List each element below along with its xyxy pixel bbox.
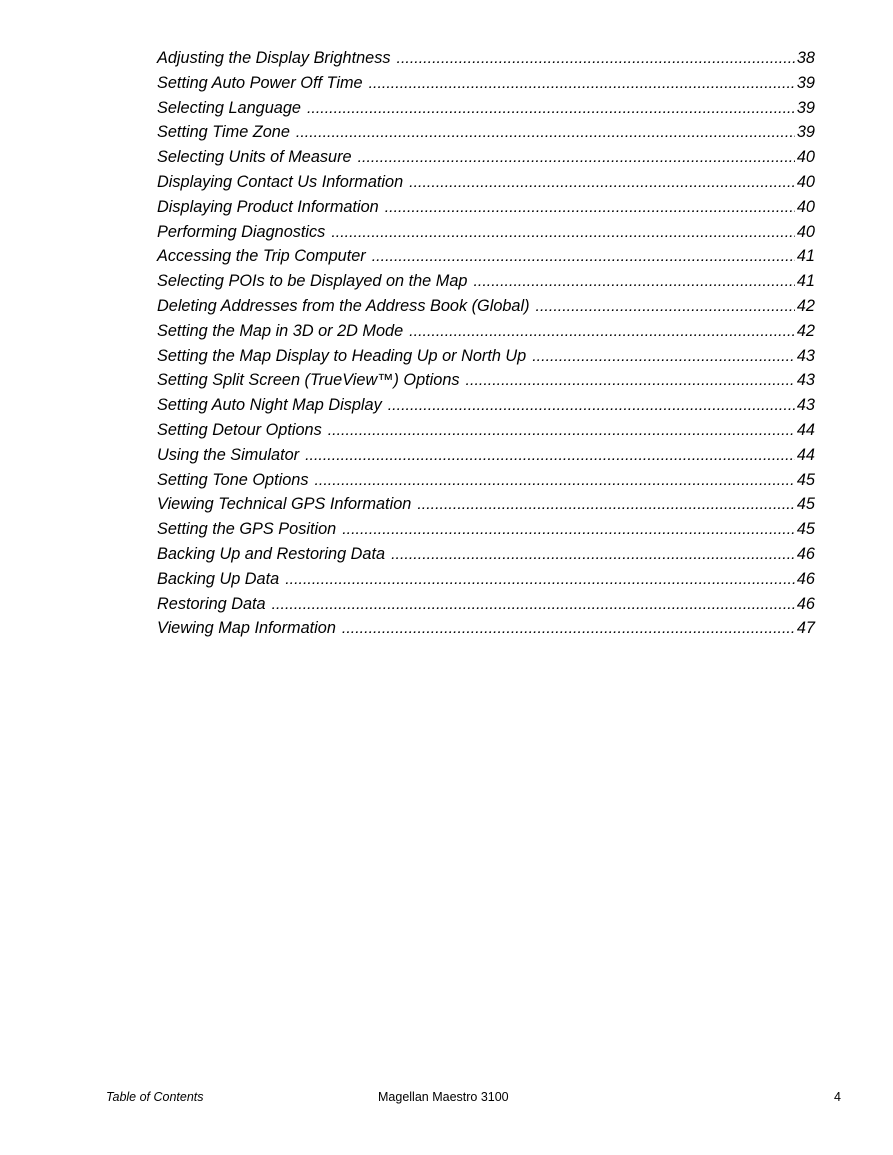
toc-entry[interactable] <box>157 368 815 393</box>
toc-entry-title: Setting Auto Power Off Time <box>157 73 363 92</box>
toc-entry-page: 41 <box>796 272 815 291</box>
toc-entry[interactable] <box>157 319 815 344</box>
toc-entry-title: Viewing Technical GPS Information <box>157 495 412 514</box>
toc-entry[interactable] <box>157 592 815 617</box>
toc-dot-leader <box>409 320 795 345</box>
toc-entry-title: Deleting Addresses from the Address Book (Global) <box>157 296 530 315</box>
toc-entry[interactable] <box>157 443 815 468</box>
toc-entry-page: 44 <box>796 445 815 464</box>
toc-entry-page: 38 <box>796 49 815 67</box>
toc-entry-page: 40 <box>796 222 815 241</box>
toc-entry-page: 44 <box>796 420 815 439</box>
toc-entry[interactable] <box>157 616 815 641</box>
toc-entry-title: Displaying Contact Us Information <box>157 172 404 191</box>
toc-entry-page: 47 <box>796 619 815 638</box>
toc-entry-title: Adjusting the Display Brightness <box>157 49 391 67</box>
toc-entry-title: Setting the Map in 3D or 2D Mode <box>157 321 404 340</box>
toc-entry-title: Setting Split Screen (TrueView™) Options <box>157 371 460 390</box>
toc-entry-page: 45 <box>796 470 815 489</box>
toc-entry-title: Setting Tone Options <box>157 470 309 489</box>
toc-entry[interactable] <box>157 492 815 517</box>
footer-section-title: Table of Contents <box>106 1090 204 1104</box>
toc-dot-leader <box>372 245 795 270</box>
toc-entry[interactable] <box>157 344 815 369</box>
toc-entry-title: Displaying Product Information <box>157 197 379 216</box>
toc-entry-title: Restoring Data <box>157 594 266 613</box>
toc-dot-leader <box>358 146 795 171</box>
toc-dot-leader <box>385 196 795 221</box>
table-of-contents <box>157 46 815 641</box>
toc-entry[interactable] <box>157 120 815 145</box>
toc-entry-page: 39 <box>796 73 815 92</box>
toc-entry-page: 45 <box>796 495 815 514</box>
toc-entry-title: Performing Diagnostics <box>157 222 326 241</box>
toc-entry-title: Setting Detour Options <box>157 420 322 439</box>
toc-dot-leader <box>388 394 795 419</box>
toc-entry-page: 41 <box>796 247 815 266</box>
toc-entry[interactable] <box>157 46 815 71</box>
toc-entry-page: 42 <box>796 321 815 340</box>
toc-dot-leader <box>305 444 795 469</box>
toc-entry-title: Setting the GPS Position <box>157 520 337 539</box>
toc-entry-page: 46 <box>796 569 815 588</box>
toc-entry[interactable] <box>157 71 815 96</box>
toc-dot-leader <box>331 221 795 246</box>
toc-dot-leader <box>532 345 795 370</box>
toc-entry[interactable] <box>157 220 815 245</box>
toc-entry[interactable] <box>157 145 815 170</box>
toc-entry-page: 43 <box>796 346 815 365</box>
toc-entry[interactable] <box>157 269 815 294</box>
toc-entry-title: Setting the Map Display to Heading Up or North Up <box>157 346 527 365</box>
toc-entry-title: Selecting Units of Measure <box>157 148 352 167</box>
toc-entry[interactable] <box>157 393 815 418</box>
footer-product-name: Magellan Maestro 3100 <box>378 1090 509 1104</box>
toc-entry-title: Viewing Map Information <box>157 619 336 638</box>
toc-dot-leader <box>369 72 795 97</box>
toc-entry-page: 40 <box>796 148 815 167</box>
toc-entry[interactable] <box>157 517 815 542</box>
toc-dot-leader <box>342 518 795 543</box>
toc-entry-page: 46 <box>796 544 815 563</box>
toc-dot-leader <box>314 469 794 494</box>
toc-dot-leader <box>391 543 795 568</box>
toc-entry-title: Using the Simulator <box>157 445 300 464</box>
toc-entry-page: 42 <box>796 296 815 315</box>
toc-entry[interactable] <box>157 170 815 195</box>
toc-entry[interactable] <box>157 542 815 567</box>
toc-entry-title: Accessing the Trip Computer <box>157 247 366 266</box>
toc-dot-leader <box>397 47 795 72</box>
toc-entry-page: 43 <box>796 371 815 390</box>
toc-entry[interactable] <box>157 244 815 269</box>
toc-entry-page: 45 <box>796 520 815 539</box>
toc-dot-leader <box>296 121 795 146</box>
toc-dot-leader <box>285 568 795 593</box>
toc-dot-leader <box>342 617 795 642</box>
toc-entry[interactable] <box>157 195 815 220</box>
toc-dot-leader <box>417 493 795 518</box>
toc-entry-page: 46 <box>796 594 815 613</box>
toc-dot-leader <box>536 295 795 320</box>
footer-page-number: 4 <box>834 1090 841 1104</box>
toc-entry-title: Backing Up and Restoring Data <box>157 544 386 563</box>
toc-dot-leader <box>409 171 795 196</box>
toc-entry-title: Selecting Language <box>157 98 301 117</box>
toc-entry[interactable] <box>157 567 815 592</box>
page-footer <box>0 1089 893 1105</box>
toc-entry-page: 40 <box>796 172 815 191</box>
toc-entry-page: 43 <box>796 396 815 415</box>
toc-entry-title: Setting Auto Night Map Display <box>157 396 382 415</box>
toc-entry-page: 39 <box>796 98 815 117</box>
toc-dot-leader <box>272 593 795 618</box>
toc-entry-title: Backing Up Data <box>157 569 280 588</box>
toc-entry[interactable] <box>157 294 815 319</box>
toc-entry-page: 40 <box>796 197 815 216</box>
toc-entry-title: Setting Time Zone <box>157 123 290 142</box>
toc-dot-leader <box>328 419 795 444</box>
toc-entry[interactable] <box>157 468 815 493</box>
toc-dot-leader <box>473 270 794 295</box>
toc-dot-leader <box>466 369 795 394</box>
toc-entry-page: 39 <box>796 123 815 142</box>
toc-entry[interactable] <box>157 96 815 121</box>
toc-dot-leader <box>307 97 795 122</box>
toc-entry[interactable] <box>157 418 815 443</box>
toc-entry-title: Selecting POIs to be Displayed on the Map <box>157 272 468 291</box>
